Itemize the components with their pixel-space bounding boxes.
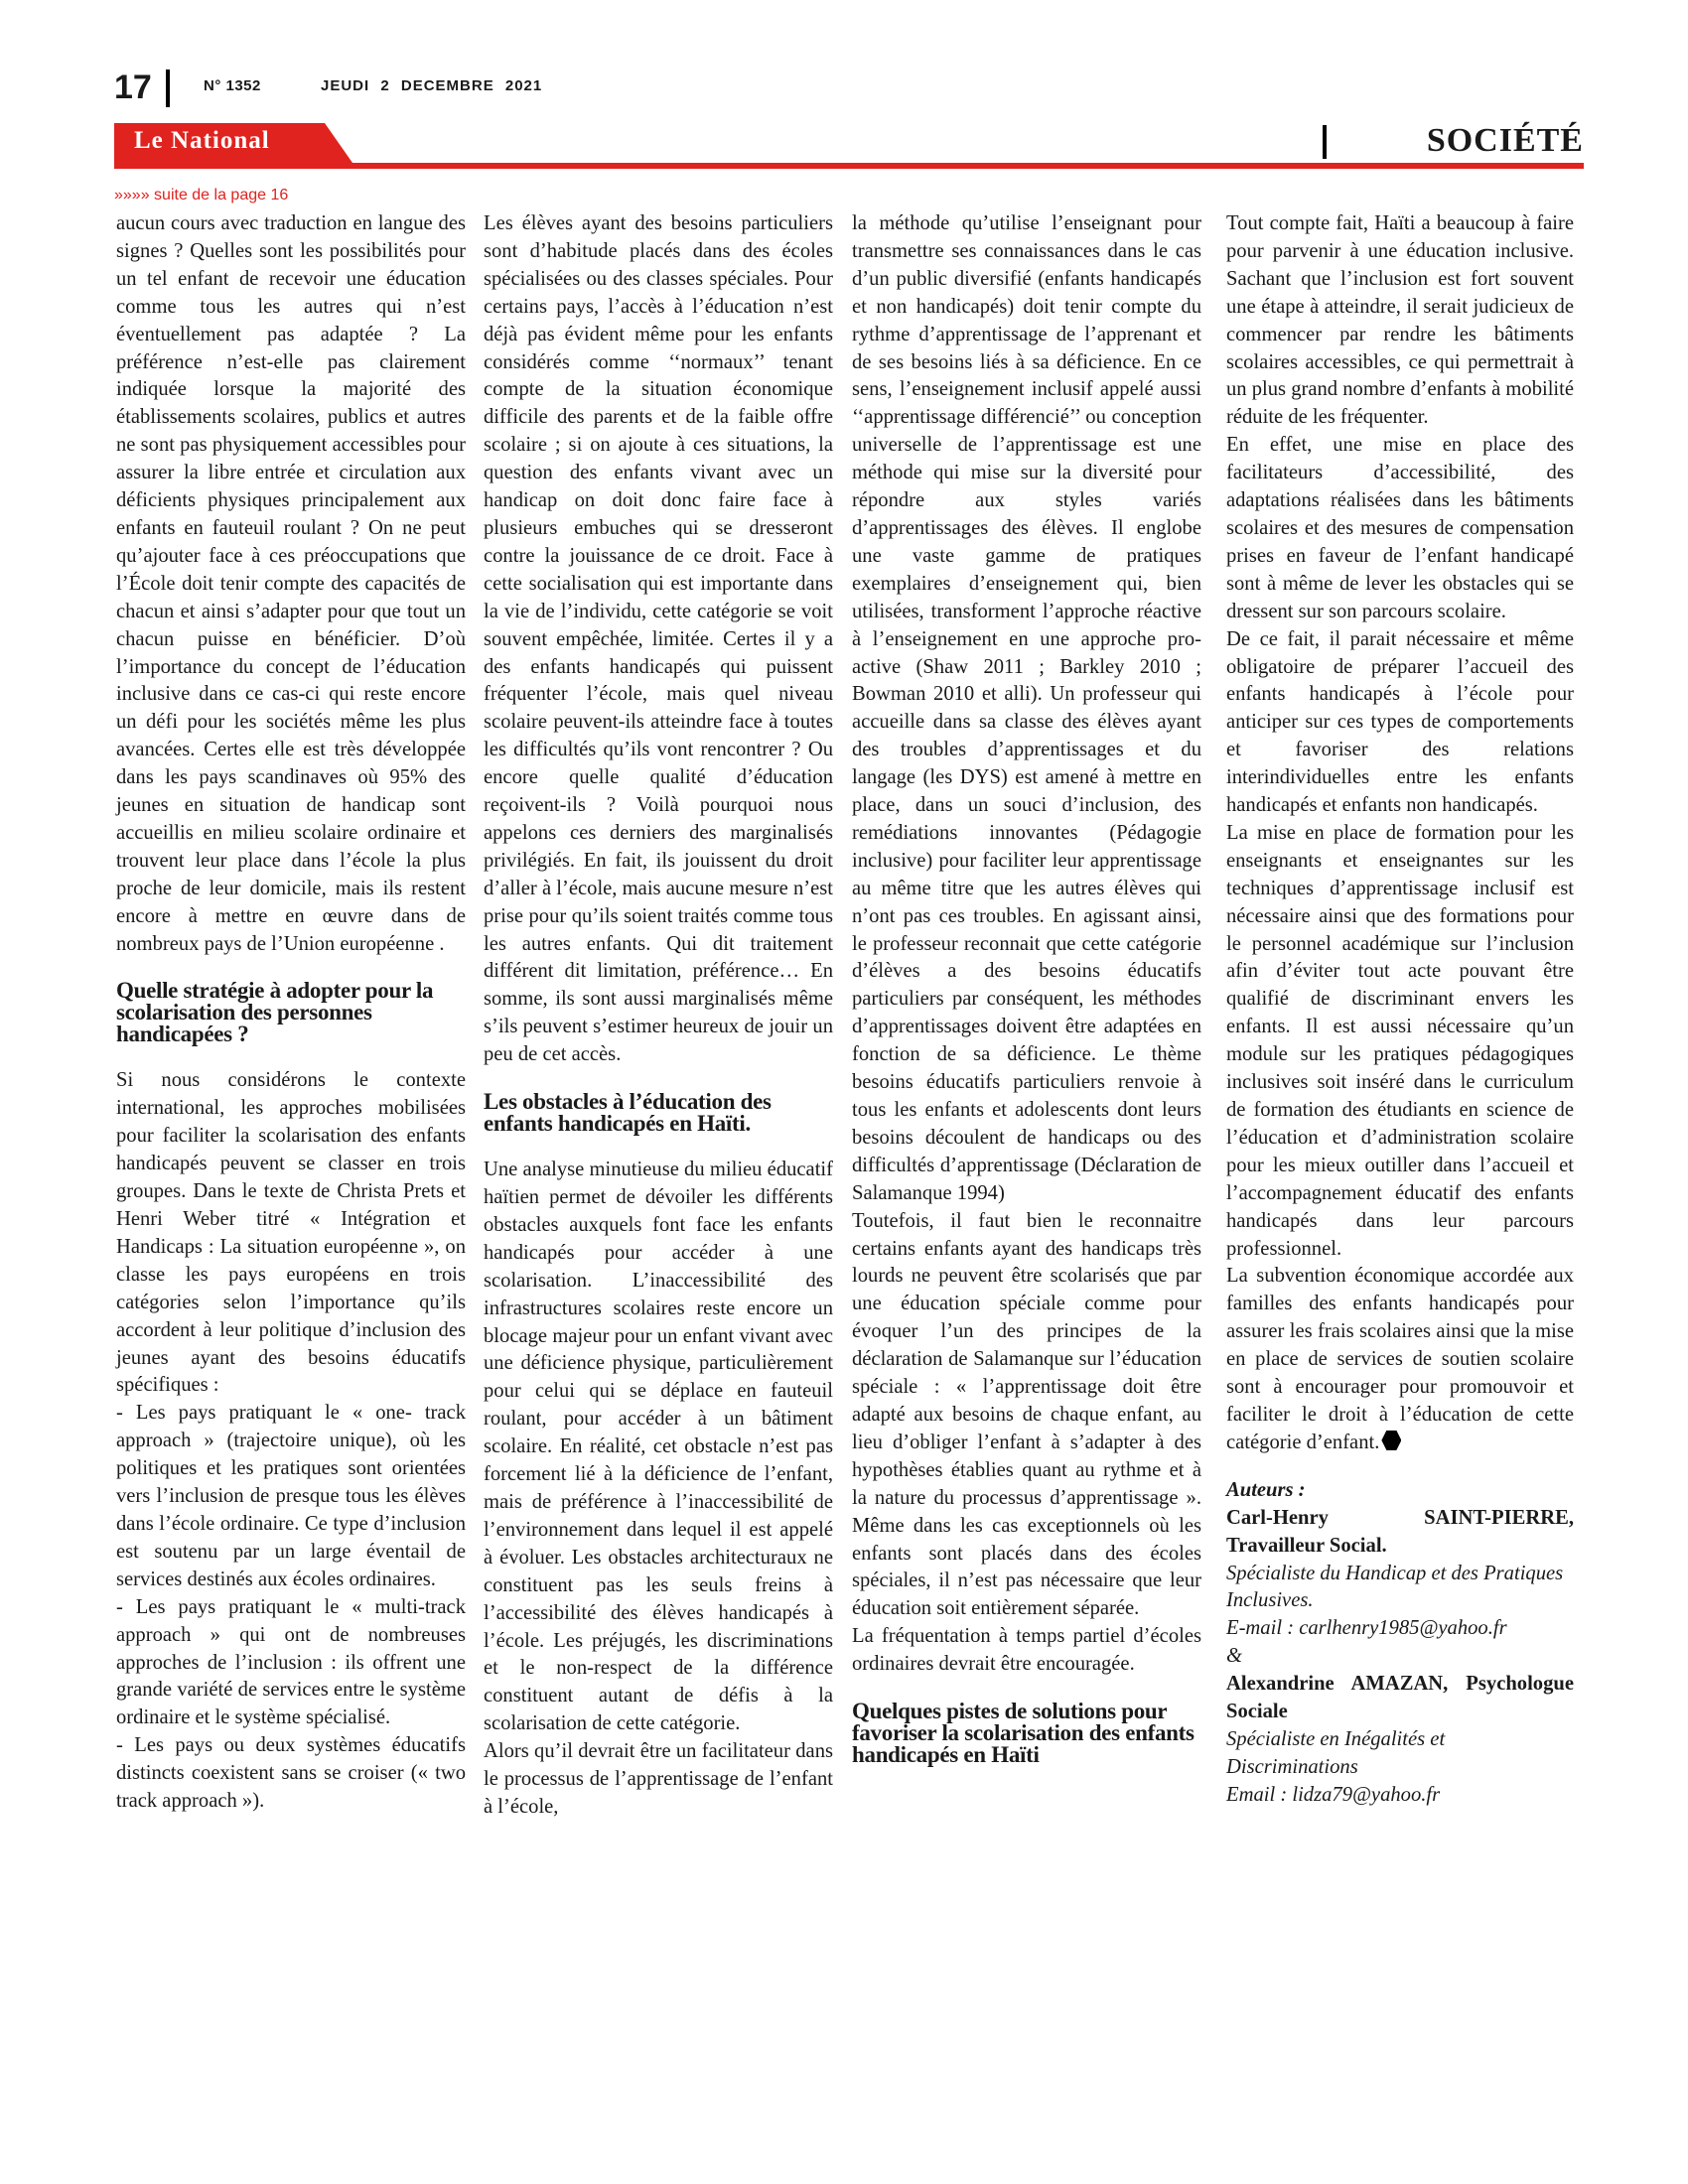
paragraph: - Les pays pratiquant le « multi-track approach » qui ont de nombreuses approches de l’inclusion : ils offrent une grande variété de services entre le système ordinaire et le système spécialisé.	[116, 1595, 466, 1729]
column-2	[484, 210, 833, 1822]
authors-label: Auteurs :	[1226, 1478, 1306, 1501]
paragraph: Si nous considérons le contexte international, les approches mobilisées pour faciliter la scolarisation des enfants handicapés peuvent se classer en trois groupes. Dans le texte de Christa Prets et Henri Weber titré « Intégration et Handicaps : La situation européenne », on classe les pays européens en trois catégories selon l’importance qu’ils accordent à leur politique d’inclusion des jeunes ayant des besoins éducatifs spécifiques :	[116, 1069, 466, 1397]
paragraph: De ce fait, il parait nécessaire et même obligatoire de préparer l’accueil des enfants handicapés à l’école pour anticiper sur ces types de comportements et favoriser des relations interindividuelles entre les enfants handicapés et enfants non handicapés.	[1226, 627, 1574, 817]
paragraph: Tout compte fait, Haïti a beaucoup à faire pour parvenir à une éducation inclusive. Sachant que l’inclusion est fort souvent une étape à atteindre, il serait judicieux de commencer par rendre les bâtiments scolaires accessibles, ce qui permettrait à un plus grand nombre d’enfants à mobilité réduite de les fréquenter.	[1226, 212, 1575, 429]
author-2-name: Alexandrine AMAZAN, Psychologue Sociale	[1226, 1673, 1574, 1723]
page-number: 17	[114, 68, 152, 106]
section-title: SOCIÉTÉ	[1426, 122, 1584, 159]
column-1	[116, 210, 466, 1816]
continued-from: »»»» suite de la page 16	[114, 187, 289, 204]
issue-number: N° 1352	[204, 77, 261, 94]
newspaper-name: Le National	[134, 127, 270, 154]
paragraph: Alors qu’il devrait être un facilitateur dans le processus de l’apprentissage de l’enfant à l’école,	[484, 1740, 833, 1818]
paragraph: La fréquentation à temps partiel d’écoles ordinaires devrait être encouragée.	[852, 1625, 1201, 1676]
subheading: Les obstacles à l’éducation des enfants handicapés en Haïti.	[484, 1089, 772, 1137]
paragraph: Toutefois, il faut bien le reconnaitre certains enfants ayant des handicaps très lourds ne peuvent être scolarisés que par une éducation spéciale comme pour évoquer l’un des principes de la déclaration de Salamanque sur l’éducation spéciale : « l’apprentissage doit être adapté aux besoins de chaque enfant, au lieu d’obliger l’enfant à s’adapter à des hypothèses établies quant au rythme et à la nature du processus d’apprentissage ». Même dans les cas exceptionnels où les enfants sont placés dans des écoles spéciales, il n’est pas nécessaire que leur éducation soit entièrement séparée.	[852, 1209, 1201, 1620]
subheading: Quelle stratégie à adopter pour la scolarisation des personnes handicapées ?	[116, 978, 434, 1047]
hexagon-end-mark-icon	[1381, 1431, 1401, 1450]
paragraph: aucun cours avec traduction en langue des signes ? Quelles sont les possibilités pour un tel enfant de recevoir une éducation comme tous les autres qui n’est éventuellement pas adaptée ? La préférence n’est-elle pas clairement indiquée lorsque la majorité des établissements scolaires, publics et autres ne sont pas physiquement accessibles pour assurer la libre entrée et circulation aux déficients physiques principalement aux enfants en fauteuil roulant ? On ne peut qu’ajouter face à ces préoccupations que l’École doit tenir compte des capacités de chacun et ainsi s’adapter pour que tout un chacun puisse en bénéficier. D’où l’importance du concept de l’éducation inclusive dans ce cas-ci qui reste encore un défi pour les sociétés même les plus avancées. Certes elle est très développée dans les pays scandinaves où 95% des jeunes en situation de handicap sont accueillis en milieu scolaire ordinaire et trouvent leur place dans l’école la plus proche de leur domicile, mais ils restent encore à mettre en œuvre dans de nombreux pays de l’Union européenne .	[116, 212, 466, 955]
column-4	[1226, 210, 1574, 1810]
author-1-name: Carl-Henry SAINT-PIERRE, Travailleur Social.	[1226, 1506, 1574, 1557]
page-number-divider	[166, 69, 170, 107]
paragraph: Une analyse minutieuse du milieu éducatif haïtien permet de dévoiler les différents obstacles auxquels font face les enfants handicapés pour accéder à une scolarisation. L’inaccessibilité des infrastructures scolaires reste encore un blocage majeur pour un enfant vivant avec une déficience physique, particulièrement pour celui qui se déplace en fauteuil roulant, pour accéder à un bâtiment scolaire. En réalité, cet obstacle n’est pas forcement lié à la déficience de l’enfant, mais de préférence à l’inaccessibilité de l’environnement dans lequel il est appelé à évoluer. Les obstacles architecturaux ne constituent pas les seuls freins à l’accessibilité des élèves handicapés à l’école. Les préjugés, les discriminations et le non-respect de la différence constituent autant de défis à la scolarisation de cette catégorie.	[484, 1159, 833, 1735]
author-2-email: Email : lidza79@yahoo.fr	[1226, 1783, 1441, 1806]
paragraph: - Les pays pratiquant le « one- track approach » (trajectoire unique), où les politiques et les pratiques sont orientées vers l’inclusion de presque tous les élèves dans l’école ordinaire. Ce type d’inclusion est soutenu par un large éventail de services destinés aux écoles ordinaires.	[116, 1402, 466, 1590]
author-2-role: Spécialiste en Inégalités et Discriminations	[1226, 1727, 1446, 1778]
publication-date: JEUDI 2 DECEMBRE 2021	[321, 77, 543, 94]
paragraph: la méthode qu’utilise l’enseignant pour transmettre ses connaissances dans le cas d’un public diversifié (enfants handicapés et non handicapés) doit tenir compte du rythme d’apprentissage de l’apprenant et de ses besoins liés à sa déficience. En ce sens, l’enseignement inclusif appelé aussi ‘‘apprentissage différencié’’ ou conception universelle de l’apprentissage est une méthode qui mise sur la diversité pour répondre aux styles variés d’apprentissages des élèves. Il englobe une vaste gamme de pratiques exemplaires d’enseignement qui, bien utilisées, transforment l’approche réactive à l’enseignement en une approche pro-active (Shaw 2011 ; Barkley 2010 ; Bowman 2010 et alli). Un professeur qui accueille dans sa classe des élèves ayant des troubles d’apprentissages et du langage (les DYS) est amené à mettre en place, dans un souci d’inclusion, des remédiations innovantes (Pédagogie inclusive) pour faciliter leur apprentissage au même titre que les autres élèves qui n’ont pas ces troubles. En agissant ainsi, le professeur reconnait que cette catégorie d’élèves a des besoins éducatifs particuliers par conséquent, les méthodes d’apprentissages doivent être adaptées en fonction de sa déficience. Le thème besoins éducatifs particuliers renvoie à tous les enfants et adolescents dont leurs besoins découlent de handicaps ou des difficultés d’apprentissage (Déclaration de Salamanque 1994)	[852, 212, 1201, 1204]
page-header	[114, 66, 1584, 113]
paragraph-text: La subvention économique accordée aux familles des enfants handicapés pour assurer les frais scolaires ainsi que la mise en place de services de soutien scolaire sont à encourager pour promouvoir et faciliter le droit à l’éducation de cette catégorie d’enfant.	[1226, 1265, 1574, 1453]
section-divider	[1323, 125, 1327, 159]
paragraph: Les élèves ayant des besoins particuliers sont d’habitude placés dans des écoles spécialisées ou des classes spéciales. Pour certains pays, l’accès à l’éducation n’est déjà pas évident même pour les enfants considérés comme ‘‘normaux’’ tenant compte de la situation économique difficile des parents et de la faible offre scolaire ; si on ajoute à ces situations, la question des enfants vivant avec un handicap on doit donc faire face à plusieurs embuches qui se dresseront contre la jouissance de ce droit. Face à cette socialisation qui est importante dans la vie de l’individu, cette catégorie se voit souvent empêchée, limitée. Certes il y a des enfants handicapés qui puissent fréquenter l’école, mais quel niveau scolaire peuvent-ils atteindre face à toutes les difficultés qu’ils vont rencontrer ? Ou encore quelle qualité d’éducation reçoivent-ils ? Voilà pourquoi nous appelons ces derniers des marginalisés privilégiés. En fait, ils jouissent du droit d’aller à l’école, mais aucune mesure n’est prise pour qu’ils soient traités comme tous les autres enfants. Qui dit traitement différent dit limitation, préférence… En somme, ils sont aussi marginalisés même s’ils peuvent s’estimer heureux de jouir un peu de cet accès.	[484, 212, 833, 1066]
red-rule	[114, 163, 1584, 169]
paragraph: - Les pays ou deux systèmes éducatifs distincts coexistent sans se croiser (« two track approach »).	[116, 1734, 466, 1813]
author-block	[1226, 1477, 1574, 1810]
column-3	[852, 210, 1201, 1788]
subheading: Quelques pistes de solutions pour favoriser la scolarisation des enfants handicapés en Haïti	[852, 1699, 1195, 1768]
author-separator: &	[1226, 1645, 1243, 1668]
section-banner	[114, 121, 1584, 171]
paragraph	[1226, 1263, 1574, 1456]
author-1-role: Spécialiste du Handicap et des Pratiques Inclusives.	[1226, 1562, 1564, 1612]
paragraph: En effet, une mise en place des facilitateurs d’accessibilité, des adaptations réalisées dans les bâtiments scolaires et des mesures de compensation prises en faveur de l’enfant handicapé sont à même de lever les obstacles qui se dressent sur son parcours scolaire.	[1226, 434, 1574, 622]
author-1-email: E-mail : carlhenry1985@yahoo.fr	[1226, 1617, 1507, 1640]
paragraph: La mise en place de formation pour les enseignants et enseignantes sur les techniques d’apprentissage inclusif est nécessaire ainsi que des formations pour le personnel académique sur l’inclusion afin d’éviter tout acte pouvant être qualifié de discriminant envers les enfants. Il est aussi nécessaire qu’un module sur les pratiques pédagogiques inclusives soit inséré dans le curriculum de formation des étudiants en science de l’éducation et d’administration scolaire pour les mieux outiller dans l’accueil et l’accompagnement éducatif des enfants handicapés dans leur parcours professionnel.	[1226, 821, 1574, 1260]
